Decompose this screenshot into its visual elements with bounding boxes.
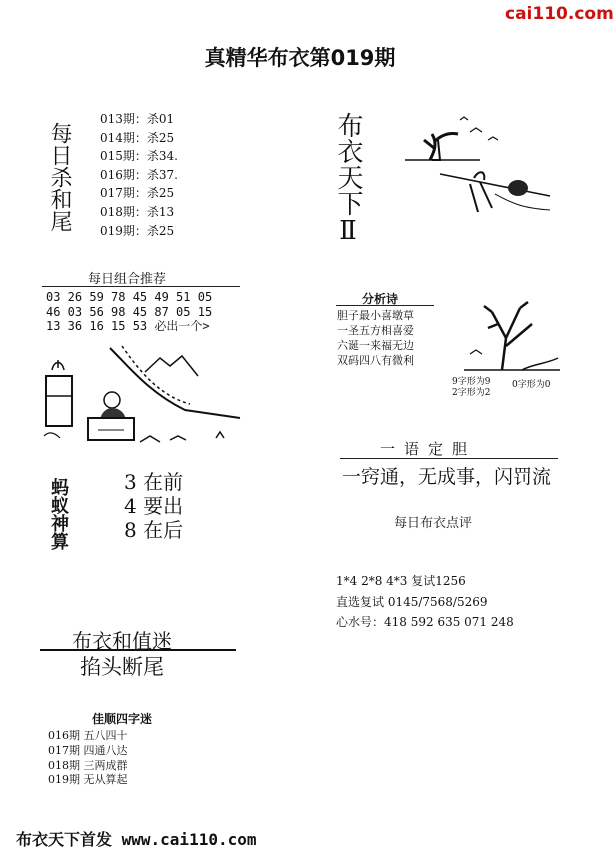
poem-line: 六诞一来福无边 [337, 339, 414, 352]
review-title: 每日布衣点评 [394, 516, 473, 531]
combo-title: 每日组合推荐 [88, 272, 167, 287]
kill-entry: 013期：杀01 [100, 112, 175, 126]
shape-hint: 2字形为2 [452, 388, 491, 398]
combo-row: 46 03 56 98 45 87 05 15 [46, 304, 213, 319]
prediction-line: 3 在前 [124, 470, 184, 494]
four-char-entry: 019期 无从算起 [48, 773, 128, 787]
combo-row: 03 26 59 78 45 49 51 05 [46, 290, 213, 304]
poem-line: 一圣五方相喜爱 [337, 324, 414, 337]
four-char-list [48, 729, 128, 788]
landscape-sketch [400, 112, 560, 220]
poem-divider [336, 305, 434, 306]
four-char-entry: 017期 四通八达 [48, 743, 128, 757]
shape-hints-left [452, 377, 490, 399]
scholar-illustration [40, 338, 240, 448]
footer-site: 布衣天下首发 www.cai110.com [16, 830, 257, 849]
yiyu-text: 一窍通，无成事，闪罚流 [342, 466, 552, 488]
daily-kill-list [100, 110, 178, 240]
brand-watermark: cai110.com [505, 4, 614, 24]
four-char-entry: 018期 三两成群 [48, 758, 128, 772]
kill-entry: 018期：杀13 [100, 204, 175, 219]
ant-god-label: 蚂蚁神算 [48, 478, 69, 550]
tree-sketch [462, 298, 562, 380]
poem-line: 胆子最小喜墩草 [337, 309, 414, 322]
four-char-title: 佳顺四字迷 [92, 712, 153, 726]
prediction-line: 4 要出 [124, 494, 184, 518]
kill-entry: 014期：杀25 [100, 130, 175, 145]
number-line: 心水号：418 592 635 071 248 [336, 615, 514, 629]
combo-rows [46, 290, 212, 334]
kill-entry: 016期：杀37. [100, 167, 178, 182]
shape-hint: 0字形为0 [512, 380, 551, 390]
kill-entry: 017期：杀25 [100, 186, 175, 201]
prediction-line: 8 在后 [124, 518, 184, 542]
poem-line: 双码四八有微利 [337, 354, 414, 367]
daily-kill-label: 每日杀和尾 [47, 122, 72, 232]
page-title: 真精华布衣第019期 [204, 46, 396, 70]
poem-title: 分析诗 [362, 292, 399, 306]
combo-row: 13 36 16 15 53 必出一个> [46, 319, 210, 333]
number-lines [336, 571, 514, 633]
yiyu-title: 一语定胆 [380, 440, 477, 458]
riddle-title: 布衣和值迷 [72, 629, 172, 653]
yiyu-divider [340, 458, 558, 459]
combo-divider [42, 286, 240, 287]
poem-lines [337, 308, 414, 368]
shape-hint: 9字形为9 [452, 377, 491, 387]
ant-god-lines [124, 470, 183, 542]
number-line: 直选复试 0145/7568/5269 [336, 594, 488, 609]
kill-entry: 015期：杀34. [100, 149, 178, 164]
buyi-tianxia-heading: 布衣天下Ⅱ [333, 112, 363, 246]
number-line: 1*4 2*8 4*3 复试1256 [336, 574, 466, 588]
kill-entry: 019期：杀25 [100, 223, 175, 238]
riddle-answer: 掐头断尾 [80, 655, 164, 679]
four-char-entry: 016期 五八四十 [48, 729, 128, 742]
